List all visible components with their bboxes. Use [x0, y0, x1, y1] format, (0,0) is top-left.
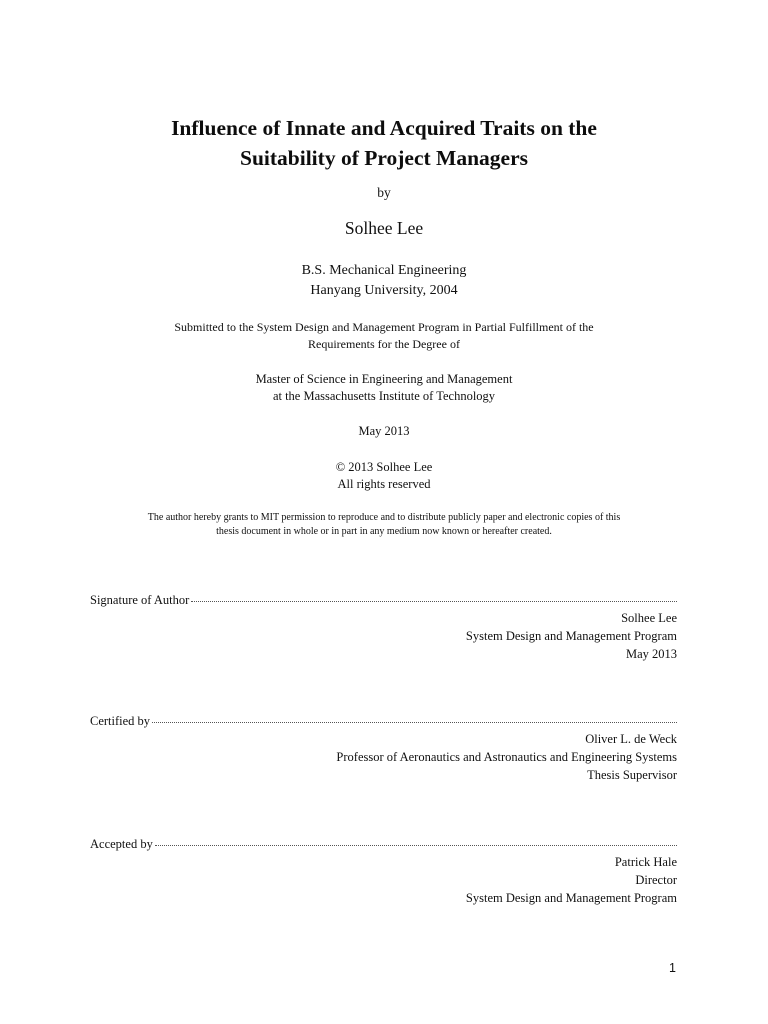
prior-degree-line-1: B.S. Mechanical Engineering — [301, 263, 467, 278]
signature-label: Certified by — [90, 714, 151, 728]
dotted-signature-rule — [152, 711, 677, 723]
signature-line — [90, 712, 677, 730]
signer-title: Professor of Aeronautics and Astronautics and Engineering Systems — [336, 750, 677, 764]
permission-line-1: The author hereby grants to MIT permission to reproduce and to distribute publicly paper and electronic copies of this — [147, 512, 621, 523]
copyright-line-2: All rights reserved — [337, 477, 431, 491]
signer-details — [90, 730, 677, 784]
certified-signature-block — [90, 712, 677, 784]
prior-degree — [0, 261, 768, 301]
dotted-signature-rule — [191, 590, 677, 602]
copyright-notice — [0, 459, 768, 493]
by-label: by — [377, 185, 391, 200]
signer-affiliation: System Design and Management Program — [465, 629, 677, 643]
signer-name: Solhee Lee — [621, 611, 677, 625]
signer-role: Thesis Supervisor — [587, 768, 677, 782]
signer-title: Director — [635, 873, 677, 887]
signer-affiliation: System Design and Management Program — [465, 891, 677, 905]
thesis-title-line-2: Suitability of Project Managers — [239, 146, 528, 170]
accepted-signature-block — [90, 835, 677, 907]
permission-notice — [0, 511, 768, 539]
dotted-signature-rule — [155, 834, 677, 846]
signer-details — [90, 609, 677, 663]
degree-statement-line-2: at the Massachusetts Institute of Technology — [272, 389, 496, 403]
degree-statement-line-1: Master of Science in Engineering and Management — [255, 372, 513, 386]
signer-details — [90, 853, 677, 907]
signer-name: Oliver L. de Weck — [585, 732, 677, 746]
page-number: 1 — [669, 961, 676, 975]
submission-statement-line-2: Requirements for the Degree of — [308, 337, 460, 351]
thesis-title — [0, 113, 768, 173]
prior-degree-line-2: Hanyang University, 2004 — [310, 283, 458, 298]
signature-label: Accepted by — [90, 837, 153, 851]
submission-statement-line-1: Submitted to the System Design and Management Program in Partial Fulfillment of the — [174, 320, 594, 334]
author-name: Solhee Lee — [344, 218, 424, 238]
signer-name: Patrick Hale — [614, 855, 677, 869]
submission-date: May 2013 — [358, 424, 410, 438]
copyright-line-1: © 2013 Solhee Lee — [335, 460, 433, 474]
signature-line — [90, 591, 677, 609]
signature-label: Signature of Author — [90, 593, 190, 607]
submission-statement — [0, 319, 768, 353]
signer-date: May 2013 — [625, 647, 677, 661]
thesis-title-line-1: Influence of Innate and Acquired Traits on the — [171, 116, 597, 140]
degree-statement — [0, 371, 768, 405]
signature-line — [90, 835, 677, 853]
author-signature-block — [90, 591, 677, 663]
permission-line-2: thesis document in whole or in part in any medium now known or hereafter created. — [216, 526, 552, 537]
